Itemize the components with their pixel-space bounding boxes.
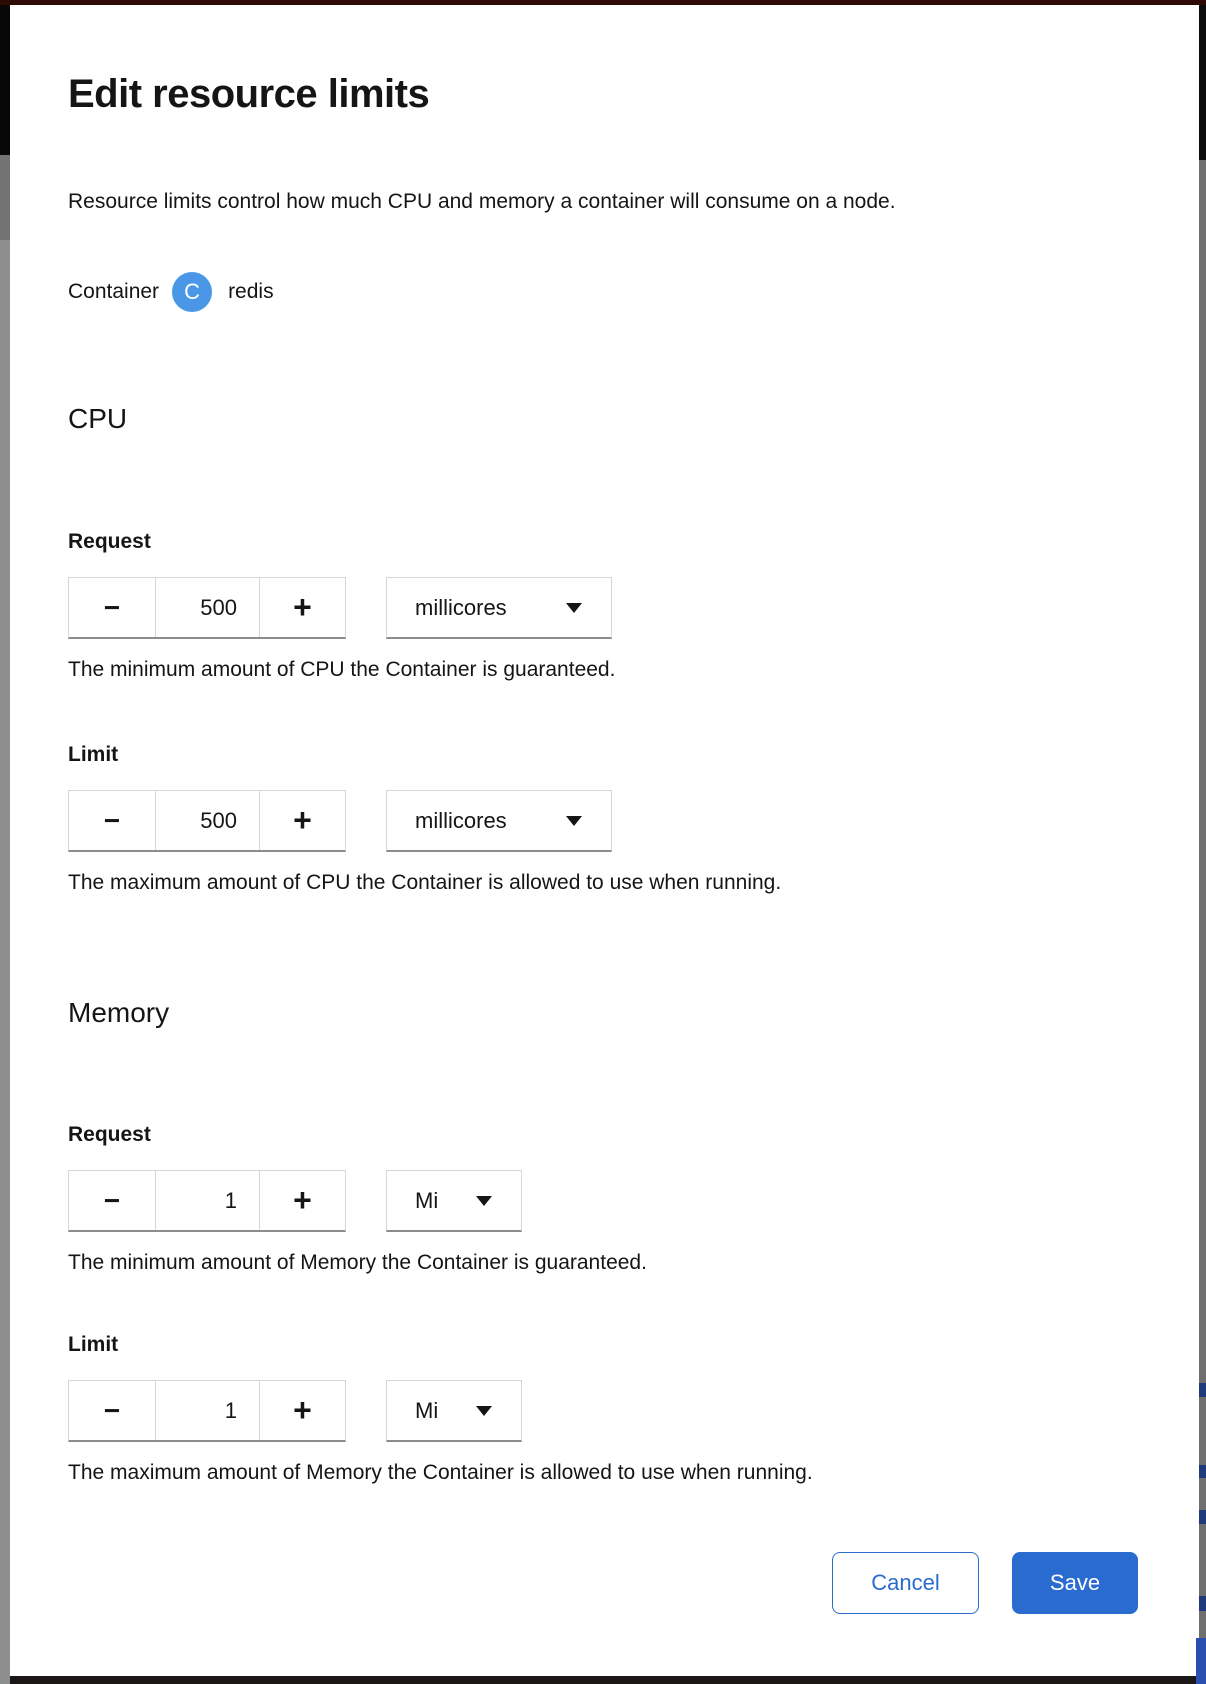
cpu-limit-value-input[interactable] bbox=[155, 791, 260, 850]
chevron-down-icon bbox=[566, 816, 582, 826]
container-resource-icon: C bbox=[172, 272, 212, 312]
cpu-limit-label: Limit bbox=[68, 743, 119, 766]
memory-limit-help-text: The maximum amount of Memory the Container is allowed to use when running. bbox=[68, 1461, 813, 1484]
memory-limit-decrement-button[interactable] bbox=[69, 1381, 155, 1440]
cpu-limit-unit-select[interactable] bbox=[386, 790, 612, 852]
cpu-request-row bbox=[68, 577, 1138, 639]
memory-limit-unit-value: Mi bbox=[415, 1397, 439, 1423]
container-name: redis bbox=[228, 280, 274, 303]
cpu-limit-decrement-button[interactable] bbox=[69, 791, 155, 850]
dialog-title: Edit resource limits bbox=[68, 72, 430, 116]
cpu-limit-row bbox=[68, 790, 1138, 852]
page-left-edge-dark bbox=[0, 5, 10, 155]
memory-request-spinner bbox=[68, 1170, 346, 1232]
chevron-down-icon bbox=[476, 1406, 492, 1416]
cpu-request-unit-value: millicores bbox=[415, 594, 507, 620]
memory-limit-increment-button[interactable] bbox=[260, 1381, 345, 1440]
section-heading-cpu: CPU bbox=[68, 403, 128, 434]
page-right-edge-dark bbox=[1199, 5, 1206, 160]
container-row bbox=[68, 272, 1138, 312]
memory-request-increment-button[interactable] bbox=[260, 1171, 345, 1230]
memory-request-label: Request bbox=[68, 1123, 151, 1146]
chevron-down-icon bbox=[566, 603, 582, 613]
action-bar bbox=[68, 1552, 1138, 1614]
dialog-description: Resource limits control how much CPU and memory a container will consume on a node. bbox=[68, 190, 896, 213]
chevron-down-icon bbox=[476, 1196, 492, 1206]
memory-limit-spinner bbox=[68, 1380, 346, 1442]
memory-limit-unit-select[interactable] bbox=[386, 1380, 522, 1442]
minus-icon: − bbox=[103, 1184, 121, 1216]
cpu-request-label: Request bbox=[68, 530, 151, 553]
minus-icon: − bbox=[103, 1394, 121, 1426]
cpu-limit-help-text: The maximum amount of CPU the Container is allowed to use when running. bbox=[68, 871, 782, 894]
memory-request-unit-select[interactable] bbox=[386, 1170, 522, 1232]
minus-icon: − bbox=[103, 591, 121, 623]
page-top-edge bbox=[0, 0, 1206, 5]
memory-request-unit-value: Mi bbox=[415, 1187, 439, 1213]
page-left-edge bbox=[0, 5, 10, 1684]
page-right-edge bbox=[1199, 5, 1206, 1684]
minus-icon: − bbox=[103, 804, 121, 836]
cpu-request-decrement-button[interactable] bbox=[69, 578, 155, 637]
background-text-fragment bbox=[1199, 1465, 1206, 1478]
section-heading-memory: Memory bbox=[68, 997, 170, 1028]
memory-request-value-input[interactable] bbox=[155, 1171, 260, 1230]
memory-limit-label: Limit bbox=[68, 1333, 119, 1356]
plus-icon: + bbox=[293, 1182, 312, 1218]
page-left-edge-gray bbox=[0, 155, 10, 240]
memory-request-decrement-button[interactable] bbox=[69, 1171, 155, 1230]
background-text-fragment bbox=[1199, 1383, 1206, 1397]
cpu-request-increment-button[interactable] bbox=[260, 578, 345, 637]
memory-request-help-text: The minimum amount of Memory the Container is guaranteed. bbox=[68, 1251, 647, 1274]
cpu-limit-spinner bbox=[68, 790, 346, 852]
cpu-request-help-text: The minimum amount of CPU the Container is guaranteed. bbox=[68, 658, 616, 681]
plus-icon: + bbox=[293, 1392, 312, 1428]
background-text-fragment bbox=[1199, 1596, 1206, 1611]
memory-limit-row bbox=[68, 1380, 1138, 1442]
container-label: Container bbox=[68, 280, 160, 303]
memory-request-row bbox=[68, 1170, 1138, 1232]
cpu-request-value-input[interactable] bbox=[155, 578, 260, 637]
save-button[interactable]: Save bbox=[1012, 1552, 1138, 1614]
background-text-fragment bbox=[1199, 1510, 1206, 1524]
edit-resource-limits-modal bbox=[10, 5, 1199, 1676]
cancel-button[interactable]: Cancel bbox=[832, 1552, 979, 1614]
cpu-limit-increment-button[interactable] bbox=[260, 791, 345, 850]
memory-limit-value-input[interactable] bbox=[155, 1381, 260, 1440]
plus-icon: + bbox=[293, 589, 312, 625]
cpu-request-unit-select[interactable] bbox=[386, 577, 612, 639]
page-bottom-edge bbox=[10, 1676, 1199, 1684]
plus-icon: + bbox=[293, 802, 312, 838]
cpu-limit-unit-value: millicores bbox=[415, 807, 507, 833]
background-blue-fragment bbox=[1196, 1638, 1206, 1684]
cpu-request-spinner bbox=[68, 577, 346, 639]
